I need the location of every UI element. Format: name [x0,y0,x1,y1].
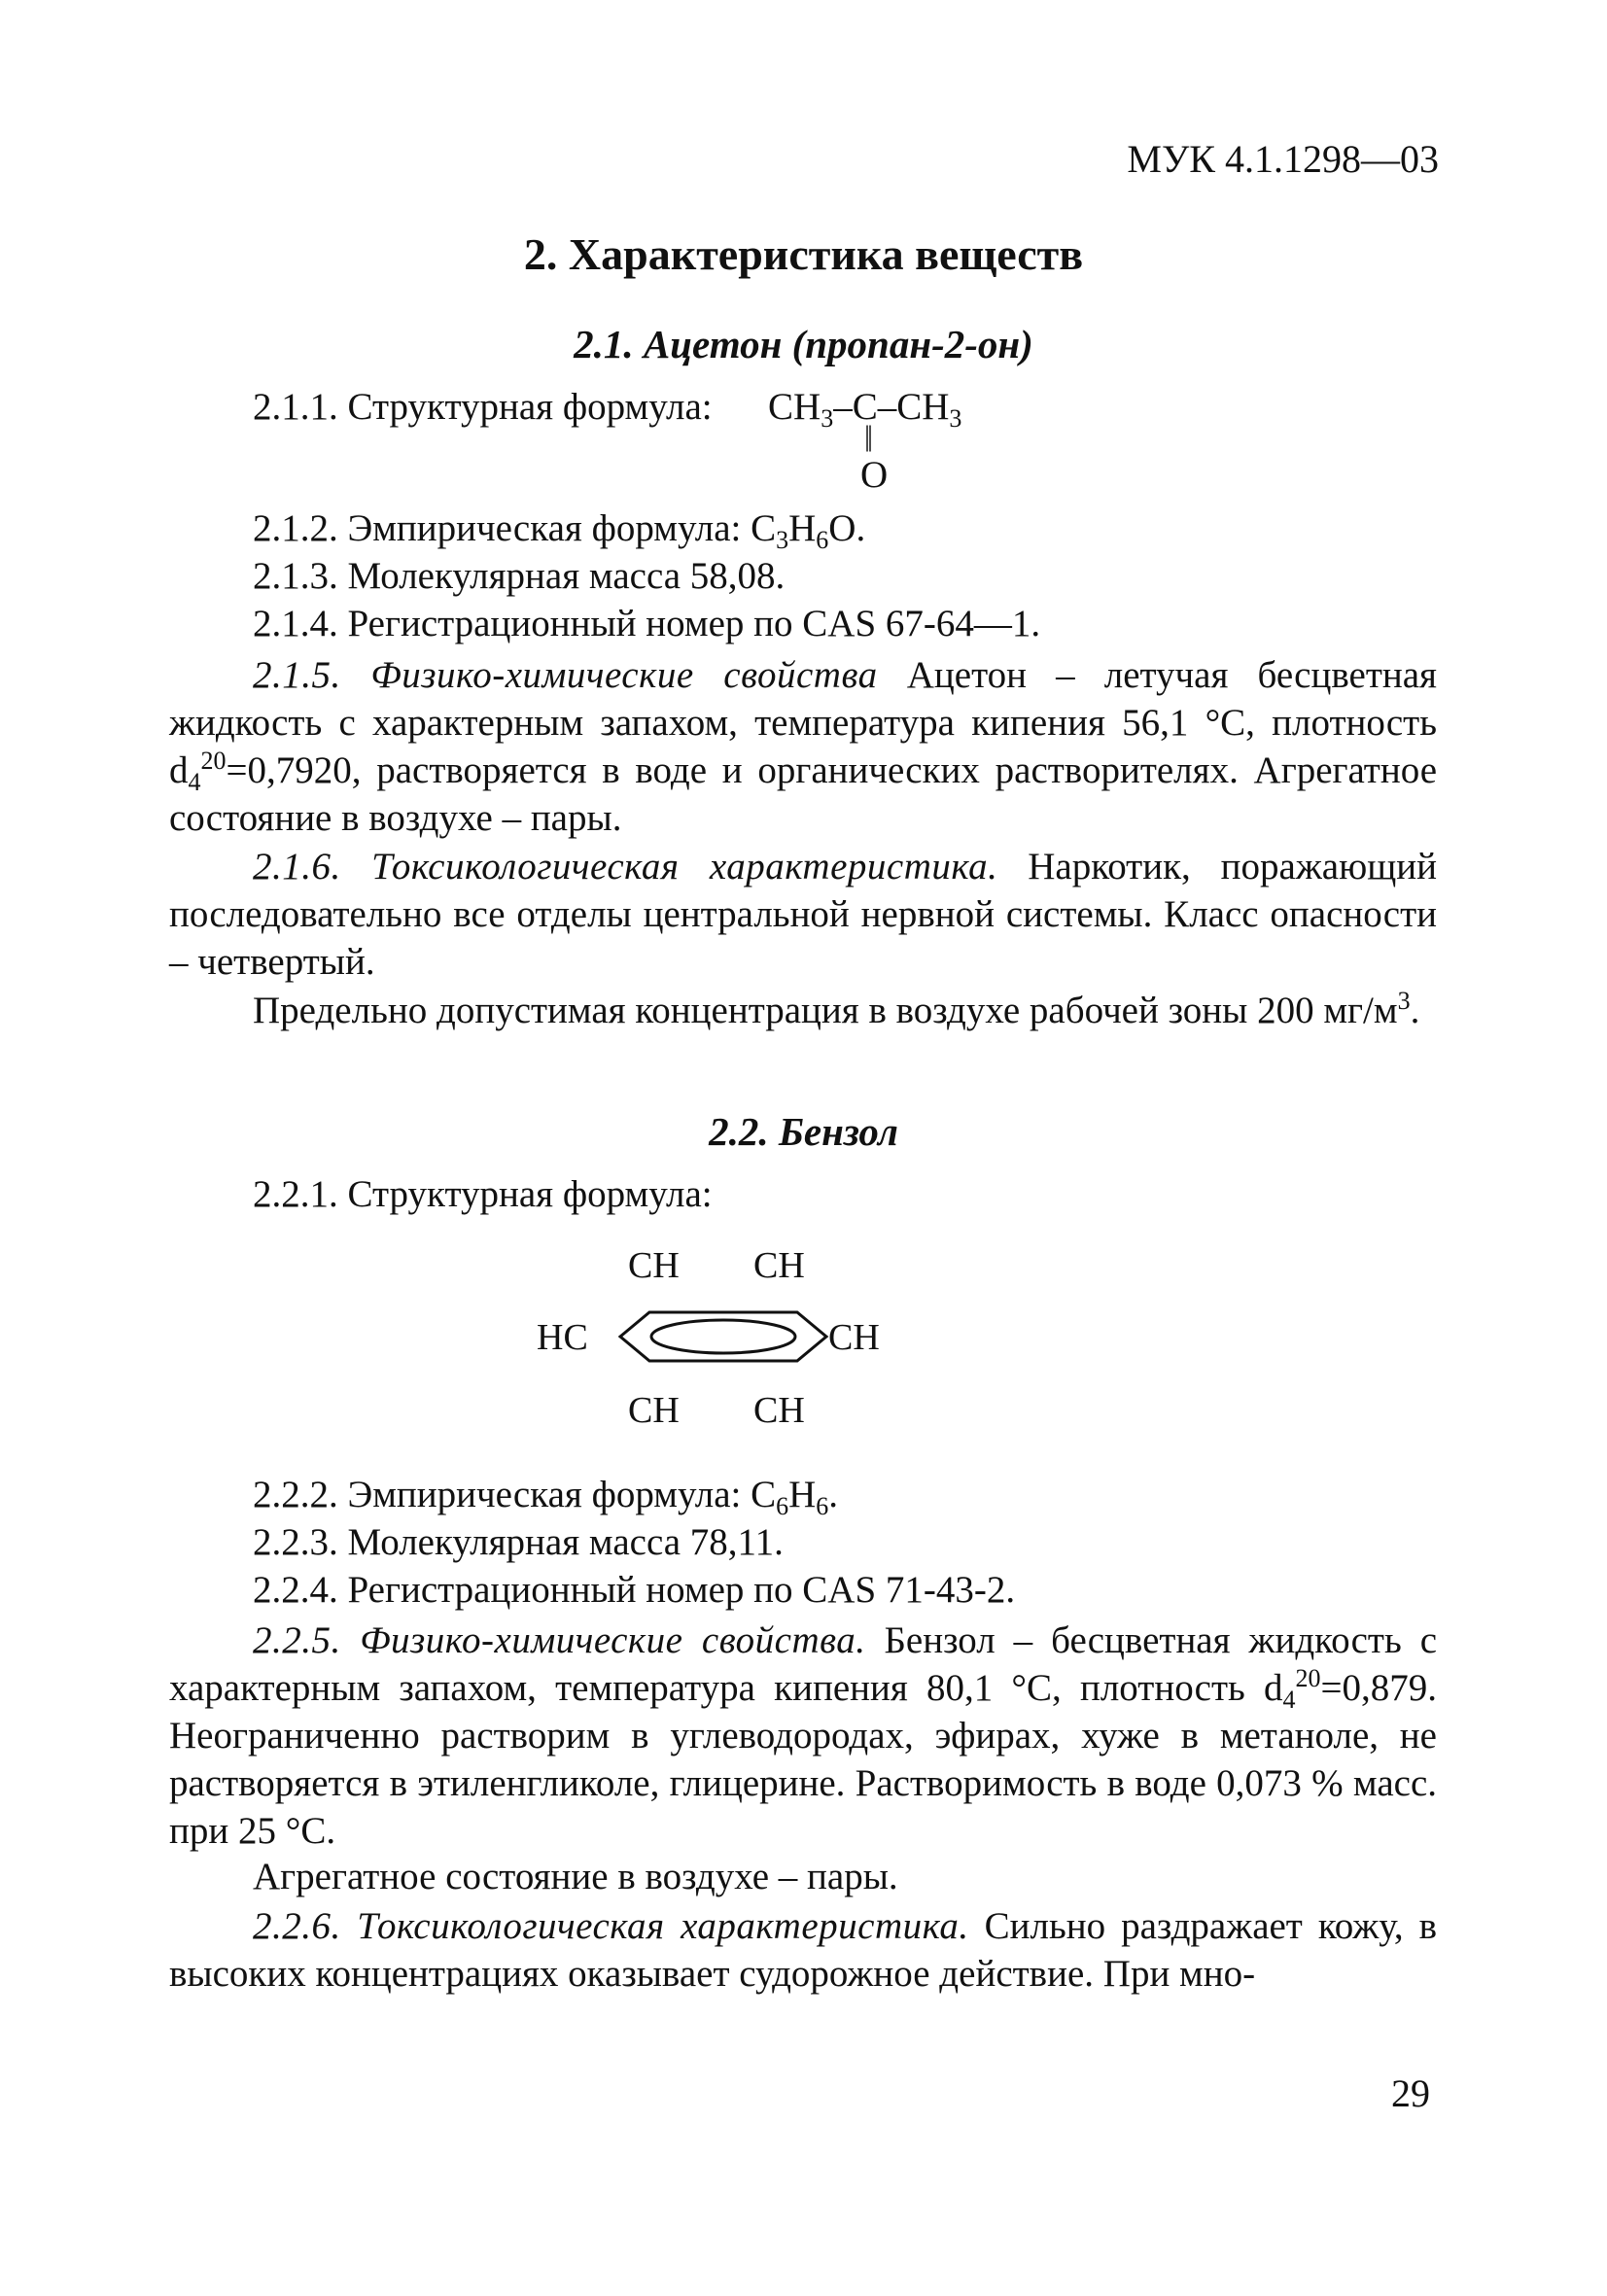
acetone-physchem-paragraph: 2.1.5. Физико-химические свойства Ацетон – летучая бесцветная жидкость с характерным запахом, температура кипения 56,1 °С, плотность $d_4^{20}=0,7920$, растворяется в воде и органических растворителях. Агрегатное состояние в воздухе – пары. [169,654,1437,839]
page-number: 29 [1391,2071,1430,2115]
benzene-cas: 2.2.4. Регистрационный номер по CAS 71-43-2. [253,1569,1016,1611]
acetone-structural-formula: $CH_3-C-CH_3$ [768,386,962,433]
acetone-cas: 2.1.4. Регистрационный номер по CAS 67-64—1. [253,603,1041,644]
ring-ch-bottom-right: CH [753,1390,805,1431]
ring-hc-left: HC [537,1317,588,1358]
ring-aromatic-circle [651,1320,795,1353]
section-title: 2. Характеристика веществ [523,229,1084,279]
benzene-molar-mass: 2.2.3. Молекулярная масса 78,11. [253,1521,784,1563]
benzene-ring-diagram [525,1235,914,1439]
ring-ch-top-left: CH [628,1245,680,1286]
benzene-physchem-paragraph: 2.2.5. Физико-химические свойства. Бензол – бесцветная жидкость с характерным запахом, температура кипения 80,1 °С, плотность $d_4^{20}=0,879$. Неограниченно растворим в углеводородах, эфирах, хуже в метаноле, не растворяется в этиленгликоле, глицерине. Растворимость в воде 0,073 % масс. при 25 °С. [169,1619,1438,1852]
benzene-tox-paragraph: 2.2.6. Токсикологическая характеристика. Сильно раздражает кожу, в высоких концентрациях оказывает судорожное действие. При мно- [169,1905,1437,1995]
acetone-structural-label: 2.1.1. Структурная формула: [253,386,713,428]
acetone-molar-mass: 2.1.3. Молекулярная масса 58,08. [253,555,786,597]
acetone-double-bond: || [864,420,871,452]
acetone-empirical: 2.1.2. Эмпирическая формула: $C_3H_6O$. [253,507,866,554]
benzene-aggregate: Агрегатное состояние в воздухе – пары. [253,1856,898,1897]
benzene-heading: 2.2. Бензол [709,1109,898,1154]
benzene-empirical: 2.2.2. Эмпирическая формула: $C_6H_6$. [253,1474,839,1520]
benzene-structural-label: 2.2.1. Структурная формула: [253,1173,713,1215]
acetone-heading: 2.1. Ацетон (пропан-2-он) [574,322,1033,366]
acetone-oxygen: O [860,454,889,496]
acetone-tox-paragraph: 2.1.6. Токсикологическая характеристика. Наркотик, поражающий последовательно все отделы центральной нервной системы. Класс опасности – четвертый. [169,846,1437,983]
acetone-pdk-paragraph: Предельно допустимая концентрация в воздухе рабочей зоны 200 $мг/м^3$. [253,987,1420,1031]
ring-ch-top-right: CH [753,1245,805,1286]
document-code: МУК 4.1.1298—03 [1127,137,1439,181]
ring-ch-bottom-left: CH [628,1390,680,1431]
ring-ch-right: CH [828,1317,880,1358]
